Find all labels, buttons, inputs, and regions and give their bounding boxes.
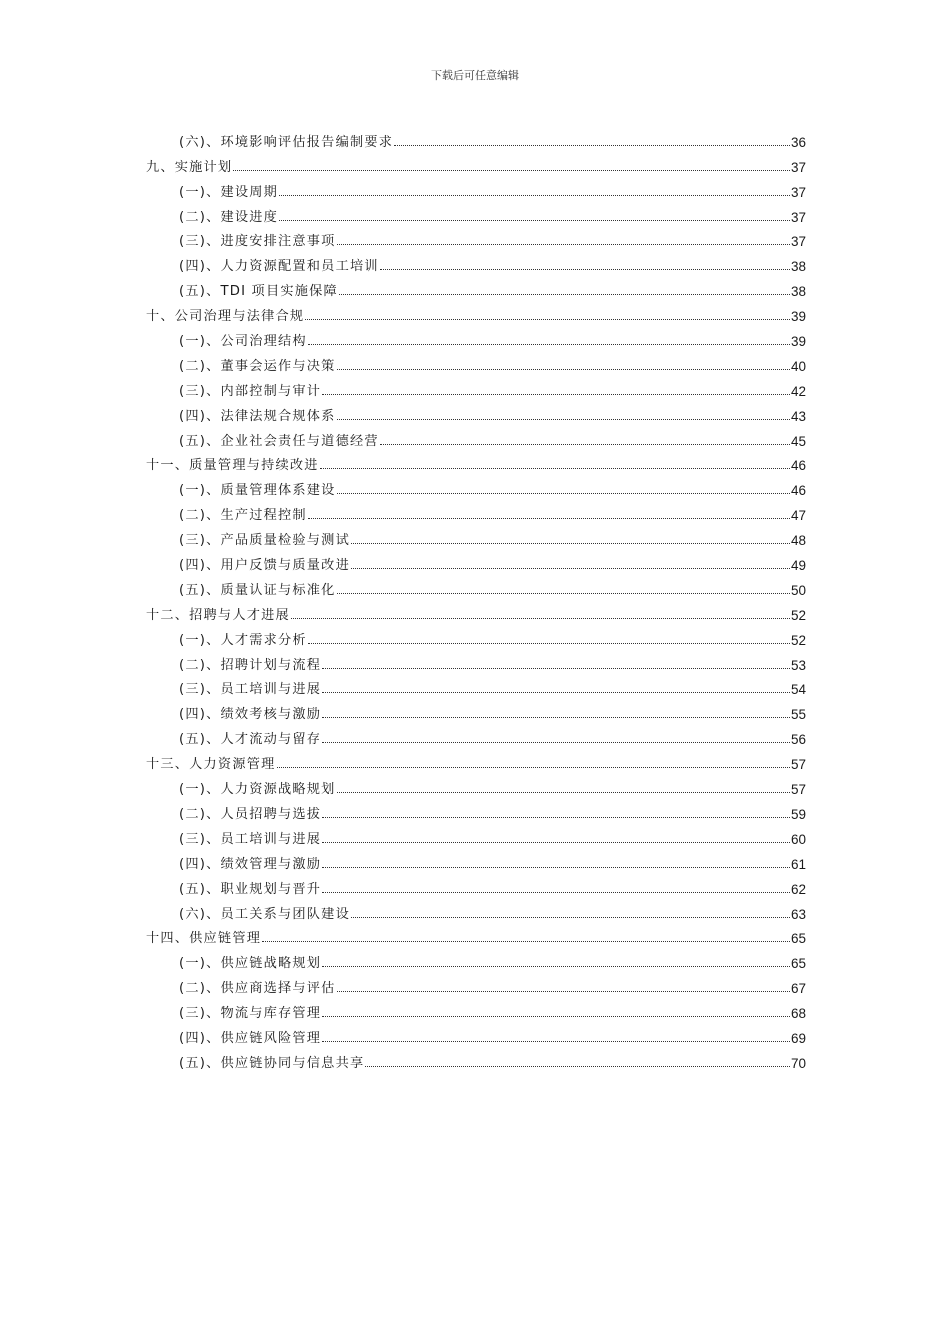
toc-entry-page-number: 36: [790, 134, 806, 150]
dot-leader: [337, 791, 790, 793]
dot-leader: [308, 517, 790, 519]
toc-entry[interactable]: [146, 449, 806, 474]
toc-entry-title: (一)、供应链战略规划: [179, 956, 322, 972]
toc-entry-page-number: 46: [790, 483, 806, 499]
toc-entry-page-number: 37: [790, 159, 806, 175]
dot-leader: [337, 368, 790, 370]
toc-entry-page-number: 37: [790, 184, 806, 200]
toc-entry-page-number: 49: [790, 558, 806, 574]
toc-entry[interactable]: [146, 772, 806, 797]
toc-entry-page-number: 39: [790, 309, 806, 325]
toc-entry[interactable]: [146, 249, 806, 274]
dot-leader: [337, 492, 790, 494]
toc-entry-page-number: 39: [790, 334, 806, 350]
dot-leader: [262, 940, 790, 942]
toc-entry[interactable]: [146, 697, 806, 722]
toc-entry[interactable]: [146, 324, 806, 349]
toc-entry-title: (二)、供应商选择与评估: [179, 981, 336, 997]
toc-entry[interactable]: [146, 797, 806, 822]
toc-entry[interactable]: [146, 822, 806, 847]
toc-entry-title: 十、公司治理与法律合规: [146, 309, 305, 325]
toc-entry-title: 十一、质量管理与持续改进: [146, 458, 319, 474]
toc-entry-page-number: 57: [790, 782, 806, 798]
dot-leader: [322, 1040, 790, 1042]
toc-entry-title: 十三、人力资源管理: [146, 757, 276, 773]
toc-entry[interactable]: [146, 872, 806, 897]
dot-leader: [277, 766, 790, 768]
toc-entry-title: (二)、招聘计划与流程: [179, 657, 322, 673]
dot-leader: [305, 318, 790, 320]
toc-entry-page-number: 67: [790, 981, 806, 997]
toc-entry-page-number: 37: [790, 209, 806, 225]
toc-entry[interactable]: [146, 897, 806, 922]
toc-entry-title: (六)、员工关系与团队建设: [179, 906, 350, 922]
toc-entry-page-number: 46: [790, 458, 806, 474]
toc-entry-title: (四)、供应链风险管理: [179, 1030, 322, 1046]
toc-entry-page-number: 65: [790, 931, 806, 947]
toc-entry-title: (五)、企业社会责任与道德经营: [179, 433, 379, 449]
toc-entry[interactable]: [146, 175, 806, 200]
dot-leader: [308, 343, 790, 345]
dot-leader: [365, 1065, 790, 1067]
toc-entry[interactable]: [146, 722, 806, 747]
toc-entry[interactable]: [146, 374, 806, 399]
table-of-contents: [146, 125, 806, 1071]
toc-entry-title: (一)、质量管理体系建设: [179, 483, 336, 499]
dot-leader: [279, 219, 790, 221]
dot-leader: [322, 393, 790, 395]
dot-leader: [291, 617, 790, 619]
toc-entry[interactable]: [146, 747, 806, 772]
toc-entry-page-number: 48: [790, 533, 806, 549]
toc-entry-page-number: 57: [790, 757, 806, 773]
dot-leader: [322, 891, 790, 893]
dot-leader: [322, 816, 790, 818]
dot-leader: [308, 642, 790, 644]
toc-entry-title: (二)、建设进度: [179, 209, 279, 225]
toc-entry[interactable]: [146, 349, 806, 374]
toc-entry[interactable]: [146, 473, 806, 498]
toc-entry[interactable]: [146, 523, 806, 548]
toc-entry-page-number: 70: [790, 1055, 806, 1071]
toc-entry-page-number: 47: [790, 508, 806, 524]
toc-entry-page-number: 63: [790, 906, 806, 922]
dot-leader: [322, 965, 790, 967]
dot-leader: [337, 990, 790, 992]
toc-entry-page-number: 37: [790, 234, 806, 250]
toc-entry-page-number: 38: [790, 284, 806, 300]
toc-entry-page-number: 42: [790, 383, 806, 399]
dot-leader: [322, 1015, 790, 1017]
dot-leader: [322, 716, 790, 718]
toc-entry-title: (一)、公司治理结构: [179, 334, 307, 350]
toc-entry[interactable]: [146, 125, 806, 150]
toc-entry-page-number: 61: [790, 856, 806, 872]
toc-entry-title: (四)、用户反馈与质量改进: [179, 558, 350, 574]
toc-entry-page-number: 45: [790, 433, 806, 449]
toc-entry[interactable]: [146, 1046, 806, 1071]
toc-entry-title: (二)、人员招聘与选拔: [179, 806, 322, 822]
toc-entry[interactable]: [146, 922, 806, 947]
toc-entry-title: (四)、绩效考核与激励: [179, 707, 322, 723]
toc-entry-title: (三)、员工培训与进展: [179, 682, 322, 698]
toc-entry-page-number: 69: [790, 1030, 806, 1046]
dot-leader: [233, 169, 790, 171]
toc-entry-title: (三)、产品质量检验与测试: [179, 533, 350, 549]
toc-entry-title: 十四、供应链管理: [146, 931, 262, 947]
dot-leader: [380, 443, 790, 445]
dot-leader: [351, 542, 790, 544]
toc-entry-title: (三)、进度安排注意事项: [179, 234, 336, 250]
dot-leader: [322, 741, 790, 743]
toc-entry-page-number: 68: [790, 1006, 806, 1022]
toc-entry-page-number: 52: [790, 607, 806, 623]
toc-entry-title: (五)、质量认证与标准化: [179, 582, 336, 598]
toc-entry-page-number: 56: [790, 732, 806, 748]
toc-entry-page-number: 55: [790, 707, 806, 723]
toc-entry-page-number: 62: [790, 881, 806, 897]
toc-entry-title: (五)、职业规划与晋升: [179, 881, 322, 897]
toc-entry-title: (五)、人才流动与留存: [179, 732, 322, 748]
toc-entry-title: (一)、人才需求分析: [179, 632, 307, 648]
toc-entry-title: 十二、招聘与人才进展: [146, 607, 290, 623]
toc-entry-title: (四)、法律法规合规体系: [179, 408, 336, 424]
dot-leader: [279, 194, 790, 196]
toc-entry-page-number: 60: [790, 831, 806, 847]
dot-leader: [351, 916, 790, 918]
toc-entry[interactable]: [146, 573, 806, 598]
toc-entry[interactable]: [146, 598, 806, 623]
toc-entry[interactable]: [146, 498, 806, 523]
toc-entry-title: (五)、供应链协同与信息共享: [179, 1055, 365, 1071]
toc-entry[interactable]: [146, 971, 806, 996]
dot-leader: [394, 144, 790, 146]
toc-entry[interactable]: [146, 548, 806, 573]
toc-entry-title: (一)、建设周期: [179, 184, 279, 200]
toc-entry-title: (三)、内部控制与审计: [179, 383, 322, 399]
dot-leader: [322, 667, 790, 669]
dot-leader: [337, 418, 790, 420]
toc-entry-title: (三)、员工培训与进展: [179, 831, 322, 847]
toc-entry[interactable]: [146, 648, 806, 673]
toc-entry[interactable]: [146, 673, 806, 698]
toc-entry-page-number: 53: [790, 657, 806, 673]
toc-entry-page-number: 50: [790, 582, 806, 598]
page-header: 下载后可任意编辑: [431, 69, 519, 82]
toc-entry[interactable]: [146, 847, 806, 872]
toc-entry[interactable]: [146, 1021, 806, 1046]
dot-leader: [322, 691, 790, 693]
toc-entry-title: (六)、环境影响评估报告编制要求: [179, 134, 394, 150]
toc-entry[interactable]: [146, 996, 806, 1021]
toc-entry-title: (一)、人力资源战略规划: [179, 782, 336, 798]
toc-entry-page-number: 52: [790, 632, 806, 648]
toc-entry-page-number: 40: [790, 358, 806, 374]
dot-leader: [380, 268, 790, 270]
toc-entry-page-number: 43: [790, 408, 806, 424]
toc-entry-page-number: 59: [790, 806, 806, 822]
toc-entry-title: (三)、物流与库存管理: [179, 1006, 322, 1022]
dot-leader: [322, 841, 790, 843]
toc-entry[interactable]: [146, 225, 806, 250]
dot-leader: [320, 467, 790, 469]
toc-entry[interactable]: [146, 274, 806, 299]
toc-entry-title: (二)、董事会运作与决策: [179, 358, 336, 374]
toc-entry-page-number: 54: [790, 682, 806, 698]
toc-entry[interactable]: [146, 299, 806, 324]
dot-leader: [322, 866, 790, 868]
toc-entry-page-number: 38: [790, 259, 806, 275]
toc-entry-title: 九、实施计划: [146, 159, 233, 175]
toc-entry[interactable]: [146, 424, 806, 449]
toc-entry[interactable]: [146, 150, 806, 175]
dot-leader: [337, 592, 790, 594]
toc-entry-title: (五)、TDI 项目实施保障: [179, 284, 338, 300]
toc-entry-title: (二)、生产过程控制: [179, 508, 307, 524]
dot-leader: [351, 567, 790, 569]
toc-entry-title: (四)、人力资源配置和员工培训: [179, 259, 379, 275]
toc-entry[interactable]: [146, 399, 806, 424]
toc-entry[interactable]: [146, 946, 806, 971]
dot-leader: [337, 243, 790, 245]
toc-entry-title: (四)、绩效管理与激励: [179, 856, 322, 872]
toc-entry-page-number: 65: [790, 956, 806, 972]
dot-leader: [339, 293, 790, 295]
toc-entry[interactable]: [146, 200, 806, 225]
toc-entry[interactable]: [146, 623, 806, 648]
